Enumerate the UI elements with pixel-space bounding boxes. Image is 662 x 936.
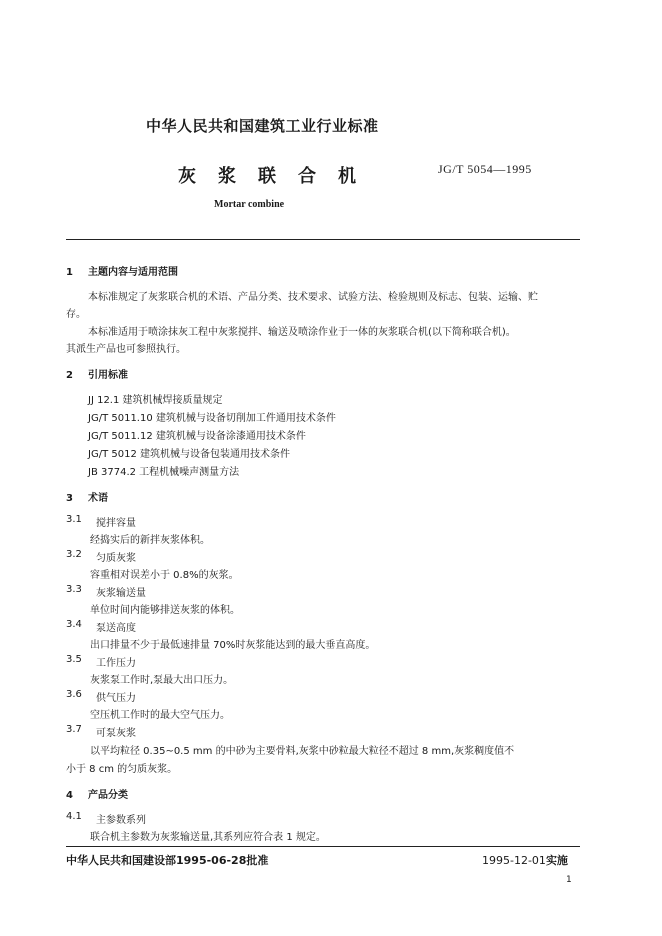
term-name: 搅拌容量 bbox=[96, 518, 136, 529]
approval-line: 中华人民共和国建设部1995-06-28批准 bbox=[66, 854, 269, 867]
paragraph-line: 本标准适用于喷涂抹灰工程中灰浆搅拌、输送及喷涂作业于一体的灰浆联合机(以下简称联合机)。 bbox=[88, 327, 516, 338]
section-number: 3 bbox=[66, 493, 73, 504]
term-definition: 经捣实后的新拌灰浆体积。 bbox=[90, 535, 210, 546]
reference-item: JB 3774.2 工程机械噪声测量方法 bbox=[88, 467, 240, 478]
paragraph-line: 存。 bbox=[66, 309, 86, 320]
reference-item: JJ 12.1 建筑机械焊接质量规定 bbox=[88, 395, 223, 406]
term-name: 可泵灰浆 bbox=[96, 728, 136, 739]
section-number: 1 bbox=[66, 267, 73, 278]
document-title: 灰浆联合机 bbox=[178, 166, 378, 187]
term-definition: 容重相对误差小于 0.8%的灰浆。 bbox=[90, 570, 239, 581]
section-number: 4 bbox=[66, 790, 73, 801]
paragraph-line: 本标准规定了灰浆联合机的术语、产品分类、技术要求、试验方法、检验规则及标志、包装、运输、贮 bbox=[88, 292, 538, 303]
term-number: 3.1 bbox=[66, 514, 82, 525]
subsection-definition: 联合机主参数为灰浆输送量,其系列应符合表 1 规定。 bbox=[90, 832, 326, 843]
standard-number: JG/T 5054—1995 bbox=[438, 162, 532, 176]
term-number: 3.2 bbox=[66, 549, 82, 560]
section-title: 术语 bbox=[88, 493, 108, 504]
term-definition: 出口排量不少于最低速排量 70%时灰浆能达到的最大垂直高度。 bbox=[90, 640, 376, 651]
term-name: 灰浆输送量 bbox=[96, 588, 146, 599]
term-name: 匀质灰浆 bbox=[96, 553, 136, 564]
term-definition: 空压机工作时的最大空气压力。 bbox=[90, 710, 230, 721]
section-3-heading bbox=[66, 489, 108, 504]
section-number: 2 bbox=[66, 370, 73, 381]
page-number: 1 bbox=[566, 875, 572, 885]
term-name: 工作压力 bbox=[96, 658, 136, 669]
term-number: 3.6 bbox=[66, 689, 82, 700]
subsection-name: 主参数系列 bbox=[96, 815, 146, 826]
issuing-authority-heading: 中华人民共和国建筑工业行业标准 bbox=[146, 117, 379, 135]
term-definition: 单位时间内能够排送灰浆的体积。 bbox=[90, 605, 240, 616]
effective-date: 1995-12-01 bbox=[482, 854, 546, 867]
paragraph-line: 其派生产品也可参照执行。 bbox=[66, 344, 186, 355]
term-definition: 灰浆泵工作时,泵最大出口压力。 bbox=[90, 675, 234, 686]
reference-item: JG/T 5012 建筑机械与设备包装通用技术条件 bbox=[88, 449, 290, 460]
term-definition: 以平均粒径 0.35~0.5 mm 的中砂为主要骨料,灰浆中砂粒最大粒径不超过 8 mm,灰浆稠度值不 bbox=[90, 746, 515, 757]
reference-item: JG/T 5011.10 建筑机械与设备切削加工件通用技术条件 bbox=[88, 413, 336, 424]
english-title: Mortar combine bbox=[214, 199, 285, 210]
effective-line bbox=[482, 852, 568, 868]
term-number: 3.3 bbox=[66, 584, 82, 595]
term-name: 泵送高度 bbox=[96, 623, 136, 634]
term-name: 供气压力 bbox=[96, 693, 136, 704]
section-4-heading bbox=[66, 786, 128, 801]
effective-label: 实施 bbox=[545, 854, 568, 867]
term-number: 3.4 bbox=[66, 619, 82, 630]
subsection-number: 4.1 bbox=[66, 811, 82, 822]
term-number: 3.7 bbox=[66, 724, 82, 735]
section-title: 引用标准 bbox=[88, 370, 128, 381]
term-definition-continued: 小于 8 cm 的匀质灰浆。 bbox=[66, 764, 178, 775]
section-title: 产品分类 bbox=[88, 790, 128, 801]
reference-item: JG/T 5011.12 建筑机械与设备涂漆通用技术条件 bbox=[88, 431, 306, 442]
header-divider bbox=[66, 239, 580, 240]
section-title: 主题内容与适用范围 bbox=[88, 267, 178, 278]
section-2-heading bbox=[66, 366, 128, 381]
term-number: 3.5 bbox=[66, 654, 82, 665]
section-1-heading bbox=[66, 263, 178, 278]
footer-divider bbox=[66, 846, 580, 847]
